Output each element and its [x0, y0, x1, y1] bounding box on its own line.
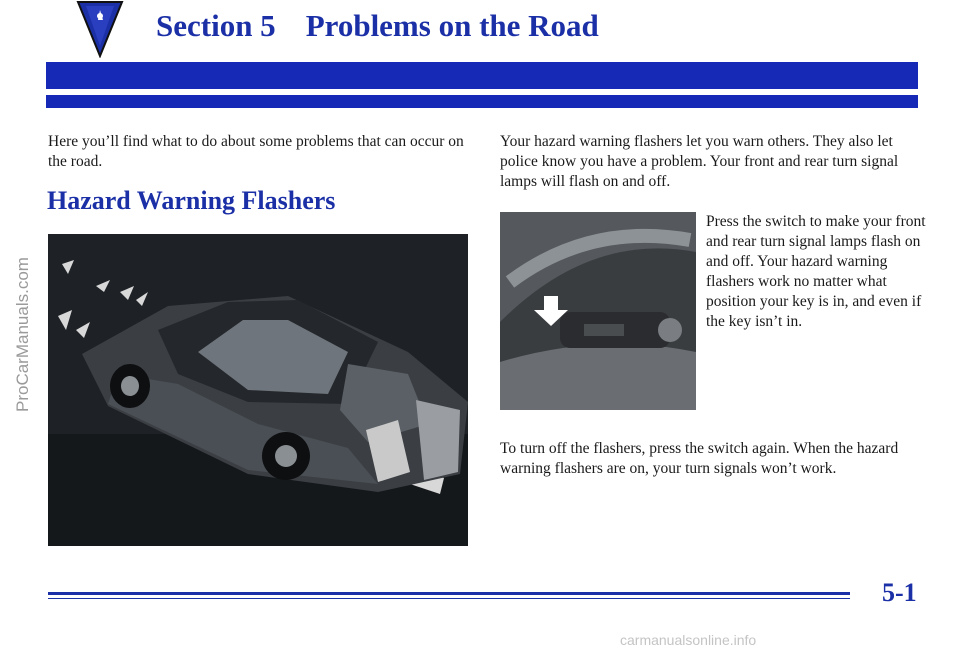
turn-off-paragraph: To turn off the flashers, press the switch again. When the hazard warning flashers are on, your turn signals won’t work. [500, 440, 899, 477]
pontiac-arrowhead-logo [76, 0, 124, 58]
intro-paragraph: Here you’ll find what to do about some problems that can occur on the road. [48, 133, 464, 170]
section-name: Problems on the Road [305, 8, 599, 43]
page-number: 5-1 [882, 578, 917, 607]
hazard-heading: Hazard Warning Flashers [47, 186, 336, 215]
car-with-flashers-photo [48, 234, 468, 546]
right-intro-paragraph: Your hazard warning flashers let you warn others. They also let police know you have a problem. Your front and rear turn signal lamps will flash on and off. [500, 133, 899, 190]
hazard-switch-photo [500, 212, 696, 410]
footer-rule-thin [48, 598, 850, 599]
footer-rule [48, 592, 850, 595]
section-label: Section 5 [156, 8, 276, 43]
footer-site-mark: carmanualsonline.info [620, 632, 757, 648]
side-watermark [0, 0, 40, 420]
header-band-bottom [46, 95, 918, 108]
section-title [156, 8, 599, 44]
watermark-text: ProCarManuals.com [13, 257, 32, 412]
switch-instructions: Press the switch to make your front and rear turn signal lamps flash on and off. Your hazard warning flashers work no matter what position your key is in, and even if the key isn’t in. [706, 213, 926, 330]
header-band-top [46, 62, 918, 89]
